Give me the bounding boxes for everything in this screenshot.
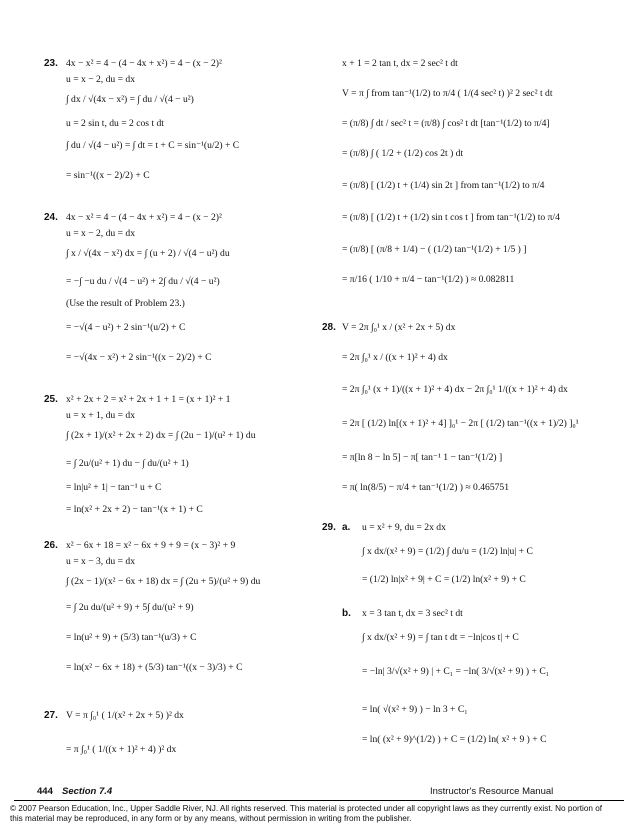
section-label: Section 7.4 — [62, 786, 113, 797]
problem-26-line: = ∫ 2u du/(u² + 9) + 5∫ du/(u² + 9) — [66, 602, 194, 613]
problem-25-line: u = x + 1, du = dx — [66, 410, 135, 421]
problem-29b-line: = ln( (x² + 9)^(1/2) ) + C = (1/2) ln( x² + 9 ) + C — [362, 734, 547, 745]
problem-27-cont-line: = π/16 ( 1/10 + π/4 − tan⁻¹(1/2) ) ≈ 0.082811 — [342, 274, 515, 285]
problem-29b-line: = −ln| 3/√(x² + 9) | + C₁ = −ln( 3/√(x² + 9) ) + C₁ — [362, 666, 550, 677]
problem-27-cont-line: V = π ∫ from tan⁻¹(1/2) to π/4 ( 1/(4 sec² t) )² 2 sec² t dt — [342, 88, 553, 99]
problem-25-line: ∫ (2x + 1)/(x² + 2x + 2) dx = ∫ (2u − 1)/(u² + 1) du — [66, 430, 256, 441]
problem-27-line: = π ∫₀¹ ( 1/((x + 1)² + 4) )² dx — [66, 744, 177, 755]
problem-24-line: 4x − x² = 4 − (4 − 4x + x²) = 4 − (x − 2)² — [66, 212, 222, 223]
problem-26-line: ∫ (2x − 1)/(x² − 6x + 18) dx = ∫ (2u + 5)/(u² + 9) du — [66, 576, 261, 587]
problem-28-number: 28. — [322, 322, 336, 333]
problem-24-line: = −√(4x − x²) + 2 sin⁻¹((x − 2)/2) + C — [66, 352, 212, 363]
problem-27-cont-line: = (π/8) [ (1/2) t + (1/2) sin t cos t ] from tan⁻¹(1/2) to π/4 — [342, 212, 560, 223]
problem-26-line: = ln(u² + 9) + (5/3) tan⁻¹(u/3) + C — [66, 632, 197, 643]
problem-27-cont-line: = (π/8) ∫ ( 1/2 + (1/2) cos 2t ) dt — [342, 148, 464, 159]
copyright-notice-line2: this material may be reproduced, in any form or by any means, without permission in writing from the publisher. — [10, 814, 412, 823]
problem-28-line: = π( ln(8/5) − π/4 + tan⁻¹(1/2) ) ≈ 0.465751 — [342, 482, 510, 493]
problem-27-cont-line: = (π/8) [ (1/2) t + (1/4) sin 2t ] from tan⁻¹(1/2) to π/4 — [342, 180, 545, 191]
problem-24-line: (Use the result of Problem 23.) — [66, 298, 185, 309]
manual-title: Instructor's Resource Manual — [430, 786, 554, 797]
problem-28-line: = 2π [ (1/2) ln[(x + 1)² + 4] ]₀¹ − 2π [ (1/2) tan⁻¹((x + 1)/2) ]₀¹ — [342, 418, 579, 429]
problem-29b-line: x = 3 tan t, dx = 3 sec² t dt — [362, 608, 463, 619]
problem-26-line: = ln(x² − 6x + 18) + (5/3) tan⁻¹((x − 3)/3) + C — [66, 662, 243, 673]
problem-23-line: ∫ dx / √(4x − x²) = ∫ du / √(4 − u²) — [66, 94, 194, 105]
problem-24-line: = −√(4 − u²) + 2 sin⁻¹(u/2) + C — [66, 322, 186, 333]
problem-28-line: V = 2π ∫₀¹ x / (x² + 2x + 5) dx — [342, 322, 456, 333]
problem-26-line: u = x − 3, du = dx — [66, 556, 135, 567]
problem-23-line: 4x − x² = 4 − (4 − 4x + x²) = 4 − (x − 2)² — [66, 58, 222, 69]
problem-25-line: = ln(x² + 2x + 2) − tan⁻¹(x + 1) + C — [66, 504, 203, 515]
problem-28-line: = 2π ∫₀¹ x / ((x + 1)² + 4) dx — [342, 352, 448, 363]
problem-25-line: = ∫ 2u/(u² + 1) du − ∫ du/(u² + 1) — [66, 458, 189, 469]
page-number: 444 — [37, 786, 53, 797]
problem-27-number: 27. — [44, 710, 58, 721]
copyright-notice-line1: © 2007 Pearson Education, Inc., Upper Saddle River, NJ. All rights reserved. This material is protected under all copyright laws as they currently exist. No portion of — [10, 804, 603, 813]
problem-26-line: x² − 6x + 18 = x² − 6x + 9 + 9 = (x − 3)² + 9 — [66, 540, 236, 551]
problem-25-number: 25. — [44, 394, 58, 405]
problem-28-line: = π[ln 8 − ln 5] − π[ tan⁻¹ 1 − tan⁻¹(1/2) ] — [342, 452, 503, 463]
problem-27-cont-line: x + 1 = 2 tan t, dx = 2 sec² t dt — [342, 58, 458, 69]
problem-24-line: = −∫ −u du / √(4 − u²) + 2∫ du / √(4 − u²) — [66, 276, 220, 287]
footer-divider — [14, 800, 624, 801]
problem-24-number: 24. — [44, 212, 58, 223]
problem-23-line: u = 2 sin t, du = 2 cos t dt — [66, 118, 164, 129]
problem-23-line: = sin⁻¹((x − 2)/2) + C — [66, 170, 150, 181]
problem-27-cont-line: = (π/8) [ (π/8 + 1/4) − ( (1/2) tan⁻¹(1/2) + 1/5 ) ] — [342, 244, 527, 255]
problem-29-number: 29. — [322, 522, 336, 533]
problem-23-number: 23. — [44, 58, 58, 69]
problem-25-line: = ln|u² + 1| − tan⁻¹ u + C — [66, 482, 162, 493]
problem-23-line: ∫ du / √(4 − u²) = ∫ dt = t + C = sin⁻¹(u/2) + C — [66, 140, 240, 151]
problem-29a-line: = (1/2) ln|x² + 9| + C = (1/2) ln(x² + 9) + C — [362, 574, 526, 585]
problem-27-line: V = π ∫₀¹ ( 1/(x² + 2x + 5) )² dx — [66, 710, 184, 721]
problem-28-line: = 2π ∫₀¹ (x + 1)/((x + 1)² + 4) dx − 2π ∫₀¹ 1/((x + 1)² + 4) dx — [342, 384, 568, 395]
problem-29-part-b-label: b. — [342, 608, 351, 619]
problem-29a-line: ∫ x dx/(x² + 9) = (1/2) ∫ du/u = (1/2) ln|u| + C — [362, 546, 533, 557]
problem-23-line: u = x − 2, du = dx — [66, 74, 135, 85]
problem-25-line: x² + 2x + 2 = x² + 2x + 1 + 1 = (x + 1)² + 1 — [66, 394, 231, 405]
problem-29a-line: u = x² + 9, du = 2x dx — [362, 522, 446, 533]
problem-26-number: 26. — [44, 540, 58, 551]
problem-24-line: ∫ x / √(4x − x²) dx = ∫ (u + 2) / √(4 − u²) du — [66, 248, 230, 259]
problem-24-line: u = x − 2, du = dx — [66, 228, 135, 239]
problem-27-cont-line: = (π/8) ∫ dt / sec² t = (π/8) ∫ cos² t dt [tan⁻¹(1/2) to π/4] — [342, 118, 550, 129]
problem-29-part-a-label: a. — [342, 522, 351, 533]
problem-29b-line: = ln( √(x² + 9) ) − ln 3 + C₁ — [362, 704, 468, 715]
problem-29b-line: ∫ x dx/(x² + 9) = ∫ tan t dt = −ln|cos t| + C — [362, 632, 519, 643]
